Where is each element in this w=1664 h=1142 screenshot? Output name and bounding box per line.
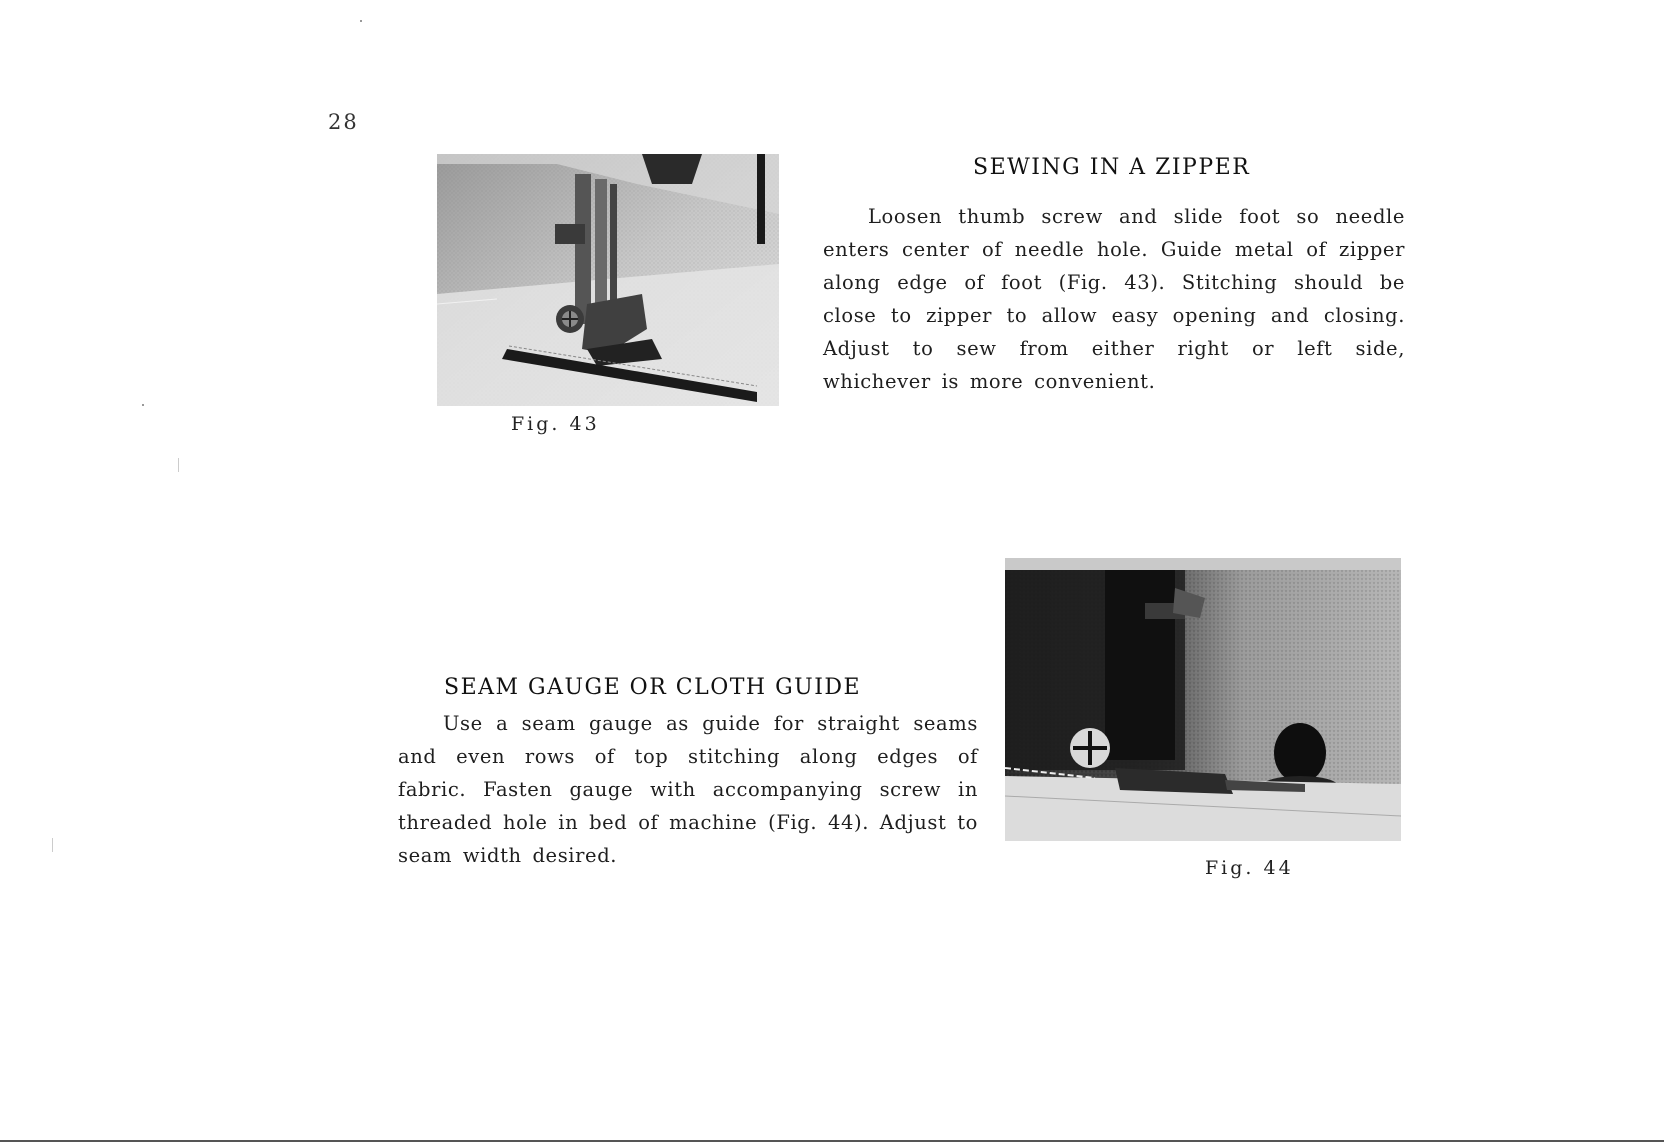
fig43-caption: Fig. 43 (511, 413, 600, 435)
zipper-section-title: SEWING IN A ZIPPER (973, 155, 1251, 180)
fig44-caption: Fig. 44 (1205, 857, 1294, 879)
scan-speck (178, 458, 179, 472)
page-number: 28 (328, 110, 359, 134)
seam-section-text: Use a seam gauge as guide for straight seams and even rows of top stitching along edges of fabric. Fasten gauge with accompanying screw in threaded hole in bed of machine (Fig. 44). Adjust to seam width desired. (398, 712, 978, 867)
fig44-photo (1005, 558, 1401, 841)
zipper-section-text: Loosen thumb screw and slide foot so needle enters center of needle hole. Guide metal of zipper along edge of foot (Fig. 43). Stitching should be close to zipper to allow easy opening and closing. Adjust to sew from either right or left side, whichever is more convenient. (823, 205, 1405, 393)
seam-section-title: SEAM GAUGE OR CLOTH GUIDE (444, 675, 862, 700)
scan-speck (142, 404, 144, 406)
scan-speck (52, 838, 53, 852)
scan-speck (360, 20, 362, 22)
fig43-photo (437, 154, 779, 406)
